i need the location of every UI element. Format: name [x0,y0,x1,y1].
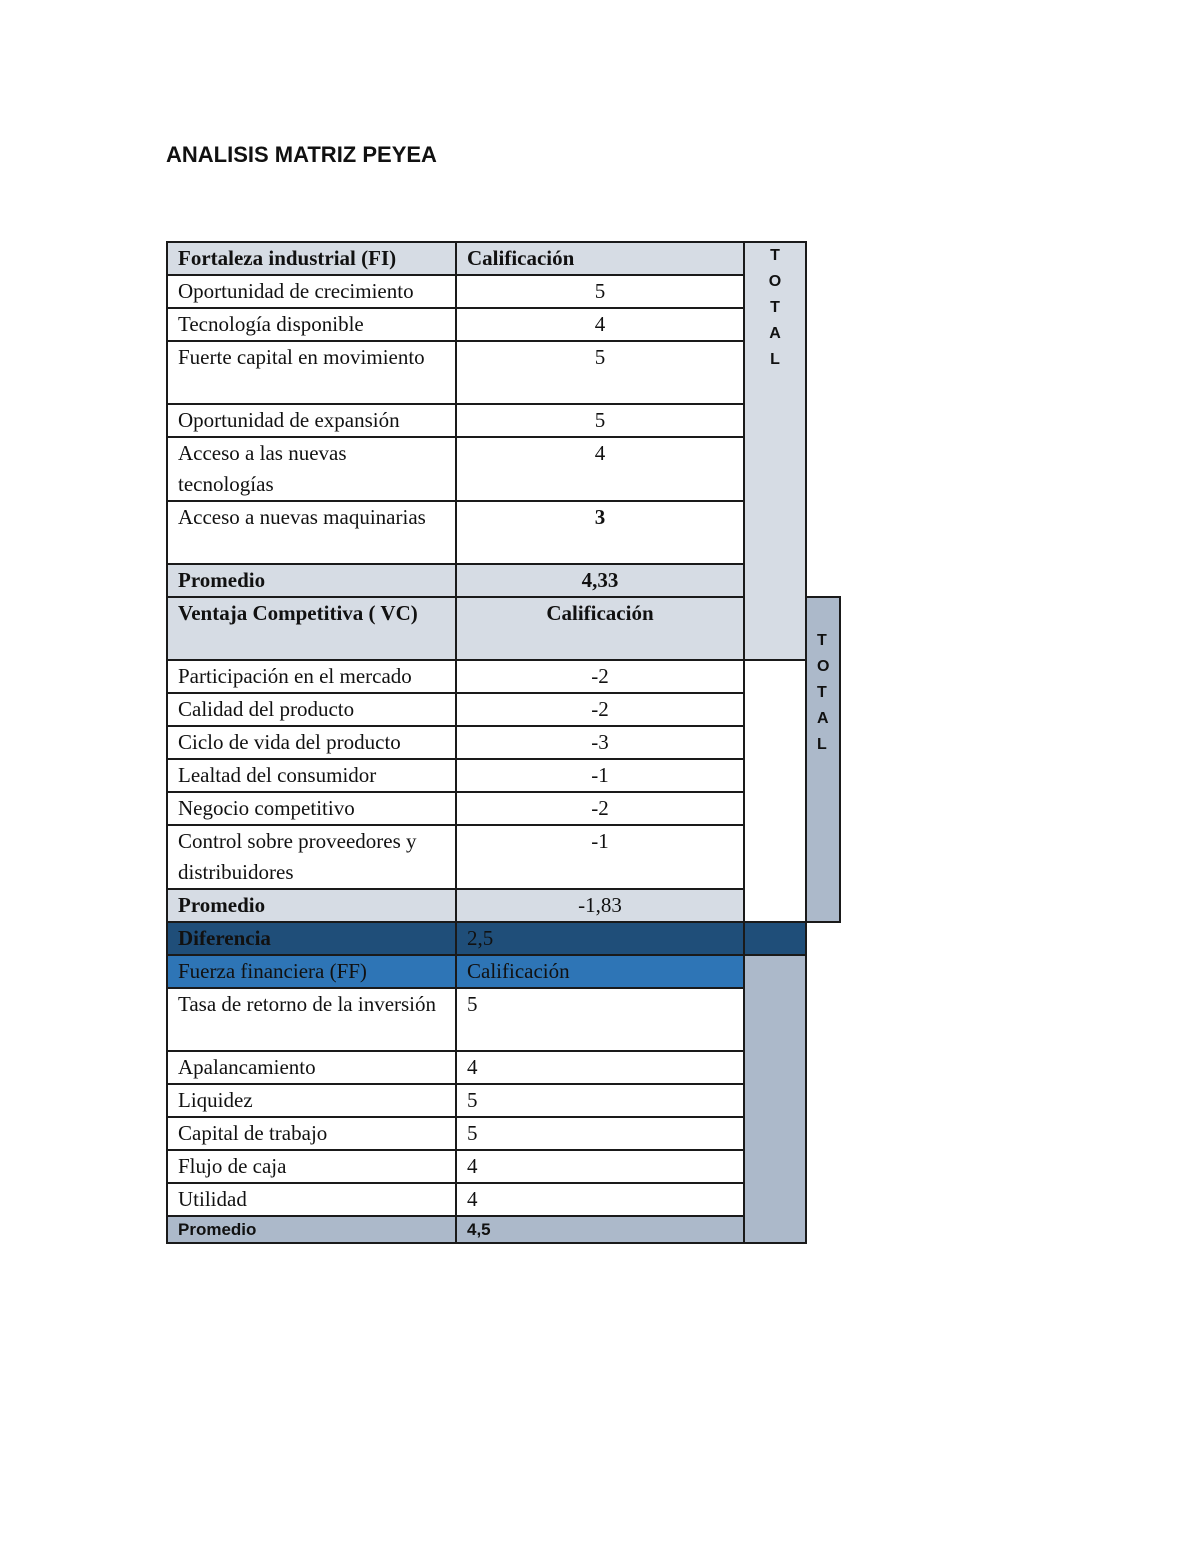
factor-score: 4 [456,1183,744,1216]
ff-score-header: Calificación [456,955,744,988]
factor-label: Control sobre proveedores y distribuidores [167,825,456,889]
factor-score: 5 [456,341,744,404]
factor-label: Acceso a las nuevas tecnologías [167,437,456,501]
fi-total-label: T O T A L [768,247,782,368]
factor-score: -2 [456,660,744,693]
vc-header: Ventaja Competitiva ( VC) [167,597,456,660]
factor-score: 5 [456,1117,744,1150]
vc-score-header: Calificación [456,597,744,660]
table-row [167,988,840,1051]
fi-total-column [744,242,806,660]
ff-header: Fuerza financiera (FF) [167,955,456,988]
factor-score: -2 [456,792,744,825]
factor-score: 5 [456,1084,744,1117]
table-row [167,1117,840,1150]
table-row [167,501,840,564]
table-row [167,726,840,759]
ff-average-value: 4,5 [456,1216,744,1243]
ff-average-row [167,1216,840,1243]
fi-header: Fortaleza industrial (FI) [167,242,456,275]
table-row [167,308,840,341]
factor-label: Lealtad del consumidor [167,759,456,792]
table-row [167,275,840,308]
factor-label: Utilidad [167,1183,456,1216]
factor-label: Liquidez [167,1084,456,1117]
vc-average-label: Promedio [167,889,456,922]
fi-header-row [167,242,840,275]
factor-label: Calidad del producto [167,693,456,726]
table-row [167,759,840,792]
factor-score: -1 [456,759,744,792]
table-row [167,792,840,825]
factor-label: Ciclo de vida del producto [167,726,456,759]
factor-score: 5 [456,988,744,1051]
ff-average-label: Promedio [167,1216,456,1243]
peyea-matrix-table [166,241,841,1244]
vc-total-label: T O T A L [817,632,830,753]
vc-header-row [167,597,840,660]
factor-score: 5 [456,404,744,437]
table-row [167,341,840,404]
factor-label: Acceso a nuevas maquinarias [167,501,456,564]
table-row [167,1084,840,1117]
table-row [167,1150,840,1183]
fi-average-value: 4,33 [456,564,744,597]
fi-score-header: Calificación [456,242,744,275]
factor-label: Negocio competitivo [167,792,456,825]
table-row [167,404,840,437]
factor-label: Apalancamiento [167,1051,456,1084]
factor-label: Participación en el mercado [167,660,456,693]
factor-score: 4 [456,308,744,341]
table-row [167,825,840,889]
factor-label: Capital de trabajo [167,1117,456,1150]
factor-score: 4 [456,437,744,501]
table-row [167,1183,840,1216]
difference-value: 2,5 [456,922,744,955]
vc-total-column [806,597,840,922]
table-row [167,660,840,693]
vc-average-row [167,889,840,922]
factor-score: 4 [456,1051,744,1084]
fi-average-label: Promedio [167,564,456,597]
table-row [167,693,840,726]
factor-label: Tecnología disponible [167,308,456,341]
factor-score: 4 [456,1150,744,1183]
vc-average-value: -1,83 [456,889,744,922]
ff-total-column [744,955,806,1243]
fi-average-row [167,564,840,597]
difference-label: Diferencia [167,922,456,955]
factor-score: 5 [456,275,744,308]
difference-row [167,922,840,955]
factor-score: -1 [456,825,744,889]
factor-label: Fuerte capital en movimiento [167,341,456,404]
factor-score: -3 [456,726,744,759]
factor-score: -2 [456,693,744,726]
factor-label: Tasa de retorno de la inversión [167,988,456,1051]
factor-label: Oportunidad de crecimiento [167,275,456,308]
factor-label: Oportunidad de expansión [167,404,456,437]
table-row [167,1051,840,1084]
factor-score: 3 [456,501,744,564]
difference-total-cell [744,922,806,955]
ff-header-row [167,955,840,988]
factor-label: Flujo de caja [167,1150,456,1183]
document-title: ANALISIS MATRIZ PEYEA [166,142,437,167]
table-row [167,437,840,501]
